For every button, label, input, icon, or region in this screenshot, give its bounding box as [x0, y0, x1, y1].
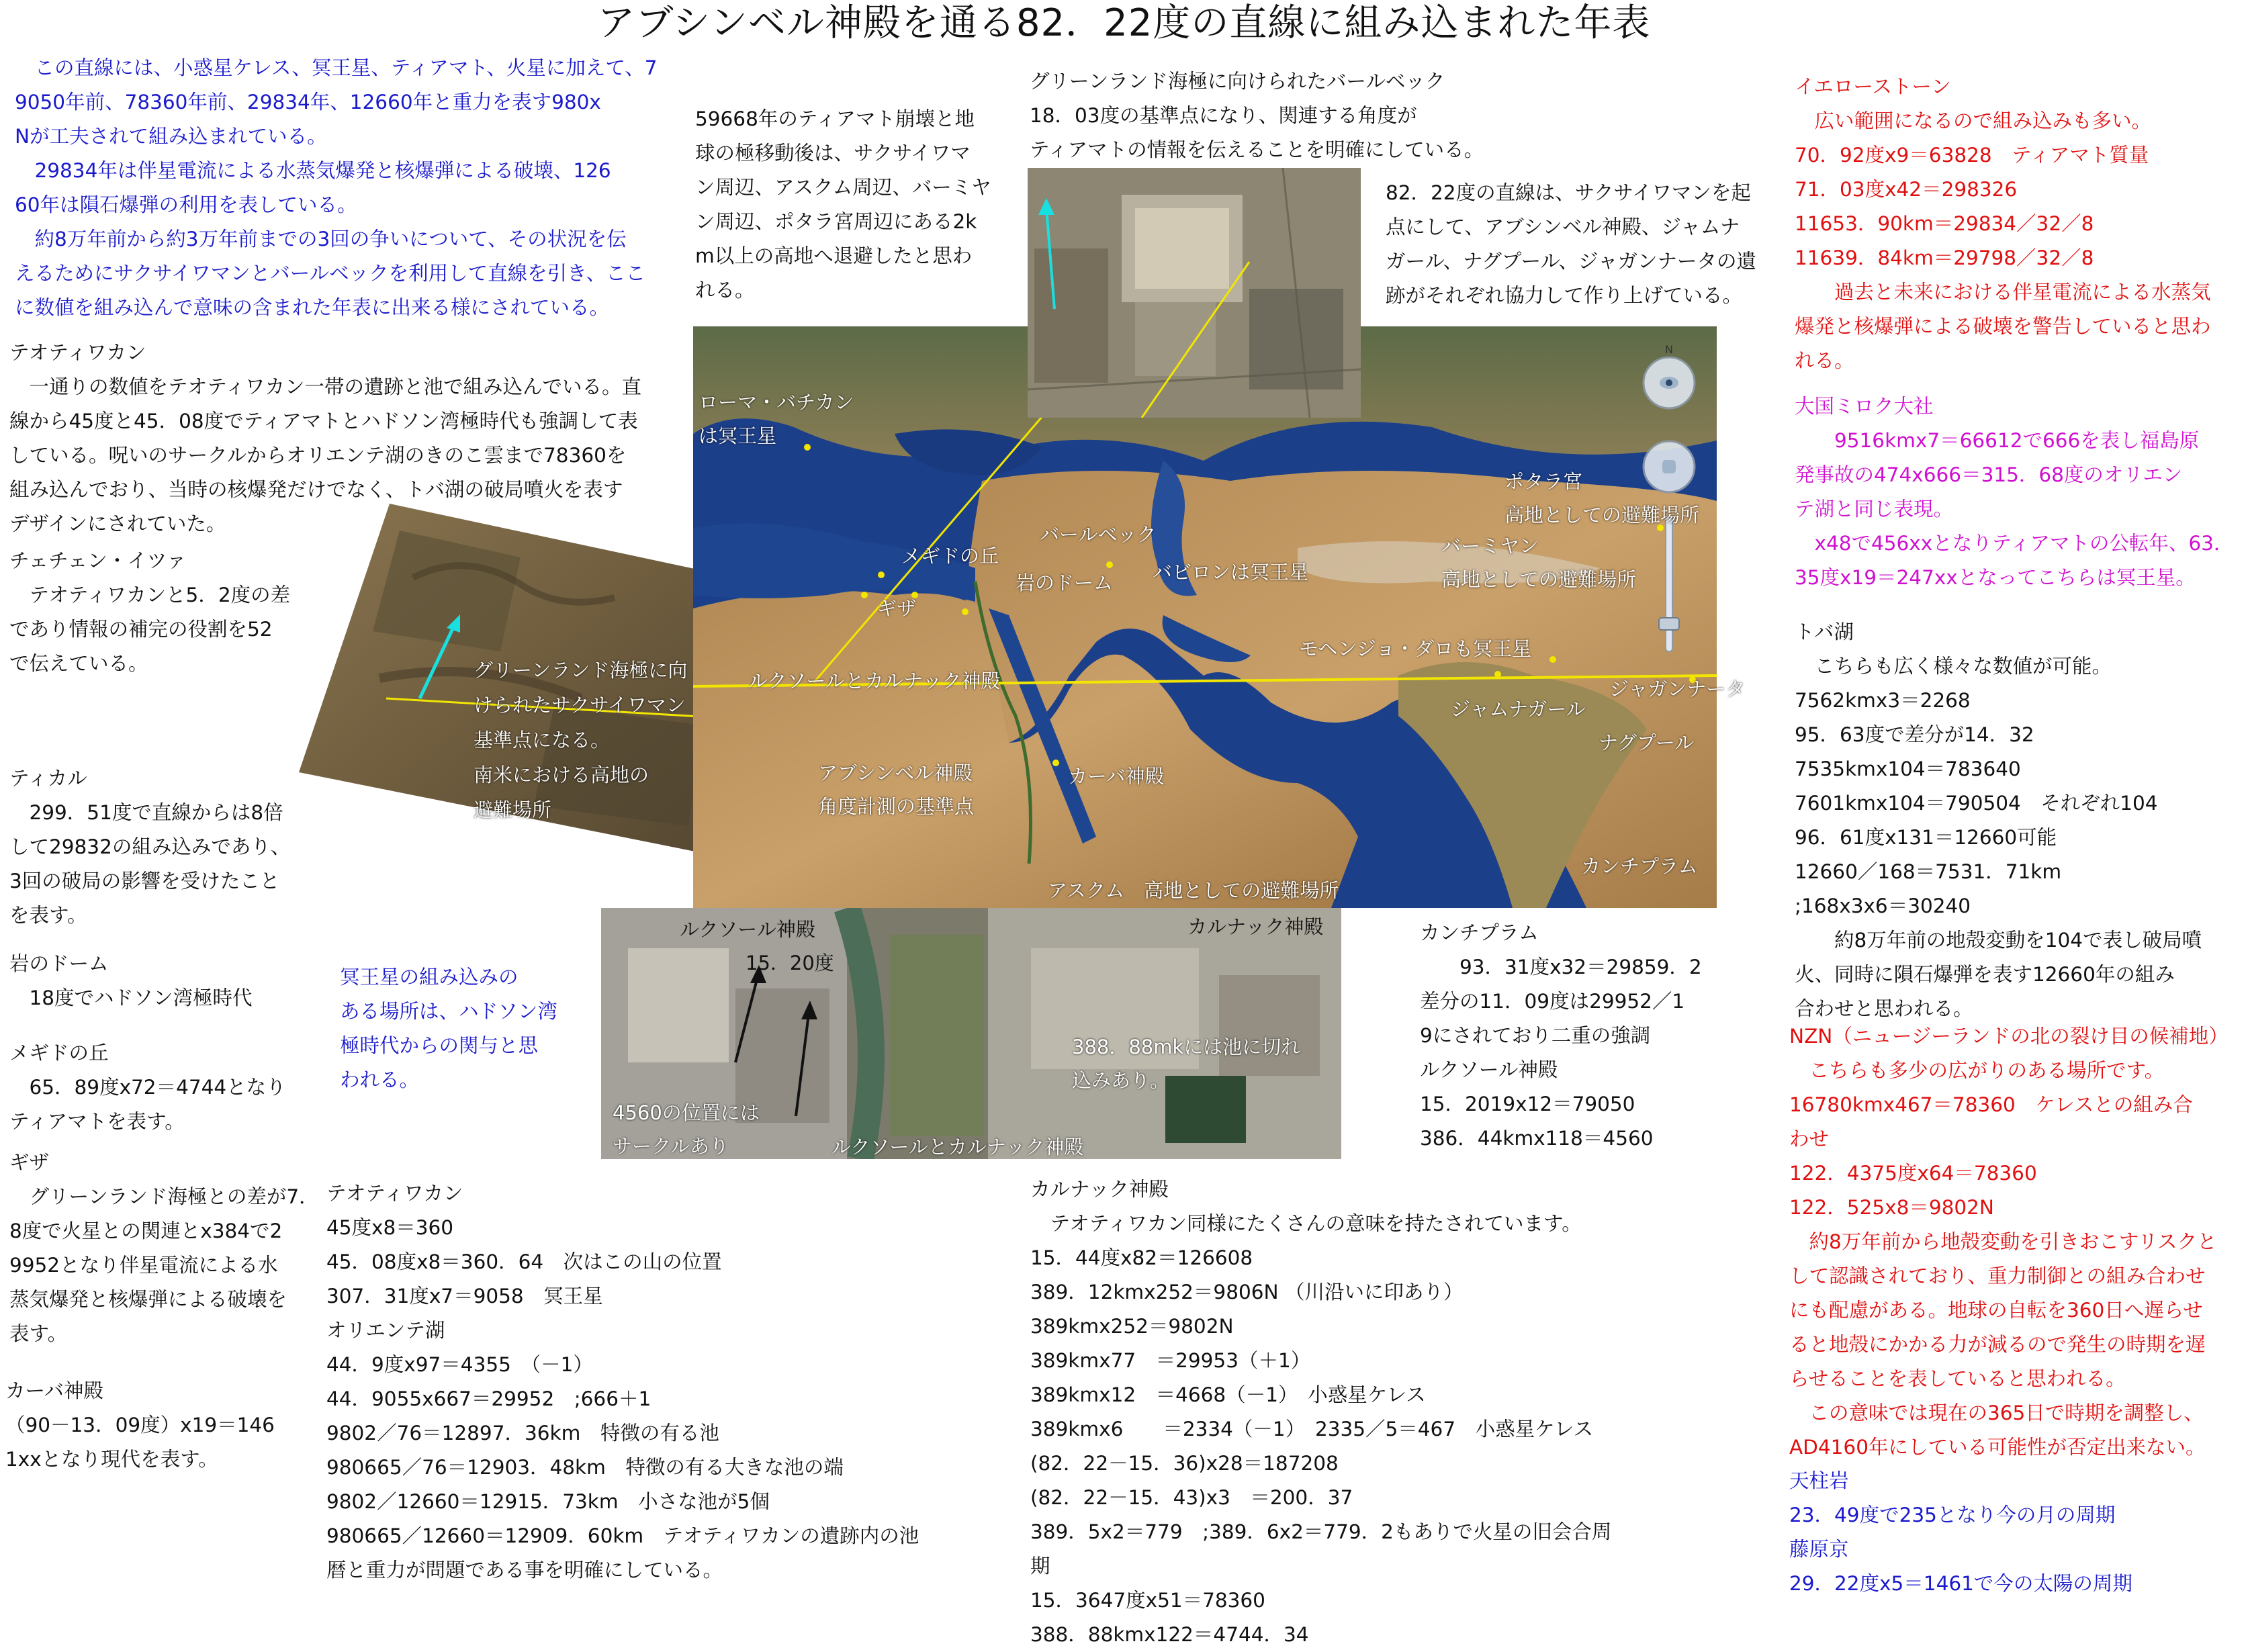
kaaba-text: カーバ神殿 （90－13．09度）x19＝146 1xxとなり現代を表す。 — [5, 1379, 275, 1471]
map-label-jamnagar: ジャムナガール — [1451, 698, 1586, 721]
map-label-babylon: バビロンは冥王星 — [1153, 561, 1309, 584]
miroku-text: 大国ミロク大社 9516kmx7＝66612で666を表し福島原 発事故の474x666＝315．68度のオリエン テ湖と同じ表現。 x48で456xxとなりティアマトの公転年、63． 35度x19＝247xxとなってこちらは冥王星。 — [1795, 395, 2234, 589]
karnak-bottom-text: カルナック神殿 テオティワカン同様にたくさんの意味を持たされています。 15．44度x82＝126608 389．12kmx252＝9806N （川沿いに印あり） 389kmx252＝9802N 389kmx77 ＝29953（＋1） 389kmx12 ＝4668（－1） 小惑星ケレス 389kmx6 ＝2334（－1） 2335／5＝467 小惑星ケレス (82．22－15．36)x28＝187208 (82．22－15．43)x3 ＝200．37 389．5x2＝779 ;389．6x2＝779．2もありで火星の旧会合周期 15．3647度x51＝78360 388．88kmx122＝4744．34 — [1030, 1178, 1612, 1646]
giza-text: ギザ グリーンランド海極との差が7． 8度で火星との関連とx384で2 9952となり伴星電流による水 蒸気爆発と核爆弾による破壊を 表す。 — [9, 1151, 319, 1345]
map-label-dome: 岩のドーム — [1016, 571, 1114, 594]
megiddo-text: メギドの丘 65．89度x72＝4744となり ティアマトを表す。 — [9, 1042, 286, 1133]
tenchu-fujiwara-text: 天柱岩 23．49度で235となり今の月の周期 藤原京 29．22度x5＝1461で今の太陽の周期 — [1789, 1469, 2132, 1595]
photo-label-luxor-degree: 15．20度 — [746, 952, 834, 974]
yellowstone-text: イエローストーン 広い範囲になるので組み込みも多い。 70．92度x9＝63828 ティアマト質量 71．03度x42＝298326 11653．90km＝29834／32／8 11639．84km＝29798／32／8 過去と未来における伴星電流による水蒸気 爆発と核爆弾による破壊を警告していると思わ れる。 — [1795, 75, 2211, 372]
dome-of-rock-text: 岩のドーム 18度でハドソン湾極時代 — [9, 952, 253, 1009]
map-label-bamiyan: バーミヤン 高地としての避難場所 — [1441, 535, 1637, 591]
photo-label-karnak: カルナック神殿 — [1187, 915, 1324, 938]
map-label-baalbek: バールベック — [1040, 523, 1157, 546]
pluto-note-text: 冥王星の組み込みの ある場所は、ハドソン湾 極時代からの関与と思 われる。 — [340, 966, 557, 1091]
map-label-kaaba: カーバ神殿 — [1068, 765, 1165, 788]
intro-text: この直線には、小惑星ケレス、冥王星、ティアマト、火星に加えて、7 9050年前、78360年前、29834年、12660年と重力を表す980x Nが工夫されて組み込まれている。 29834年は伴星電流による水蒸気爆発と核爆弾による破壊、126 60年は隕石爆弾の利用を表している。 約8万年前から約3万年前までの3回の争いについて、その状況を伝 えるためにサクサイワマンとバールベックを利用して直線を引き、ここ に数値を組み込んで意味の含まれた年表に出来る様にされている。 — [15, 56, 658, 319]
chechen-itza-text: チェチェン・イツァ テオティワカンと5．2度の差 であり情報の補完の役割を52 で伝えている。 — [9, 549, 291, 675]
photo-label-circle: 4560の位置には サークルあり — [613, 1101, 760, 1158]
kanchipuram-luxor-text: カンチプラム 93．31度x32＝29859．2 差分の11．09度は29952／1 9にされており二重の強調 ルクソール神殿 15．2019x12＝79050 386．44kmx118＝4560 — [1420, 921, 1702, 1150]
map-label-rome: ローマ・バチカン は冥王星 — [699, 391, 854, 447]
baalbek-note-text: グリーンランド海極に向けられたバールベック 18．03度の基準点になり、関連する角度が ティアマトの情報を伝えることを明確にしている。 — [1030, 70, 1484, 161]
teotihuacan-bottom-text: テオティワカン 45度x8＝360 45．08度x8＝360．64 次はこの山の位置 307．31度x7＝9058 冥王星 オリエンテ湖 44．9度x97＝4355 （－1） 44．9055x667＝29952 ;666＋1 9802／76＝12897．36km 特徴の有る池 980665／76＝12903．48km 特徴の有る大きな池の端 9802／12660＝12915．73km 小さな池が5個 980665／12660＝12909．60km テオティワカンの遺跡内の池 暦と重力が問題である事を明確にしている。 — [326, 1182, 919, 1581]
photo-label-luxor-karnak: ルクソールとカルナック神殿 — [831, 1136, 1084, 1158]
page-title: アブシンベル神殿を通る82．22度の直線に組み込まれた年表 — [597, 1, 1651, 45]
baalbek-photo — [1028, 168, 1361, 418]
map-label-giza: ギザ — [877, 597, 917, 620]
tikal-text: ティカル 299．51度で直線からは8倍 して29832の組み込みであり、 3回の破局の影響を受けたこと を表す。 — [9, 767, 291, 927]
map-label-potala: ポタラ宮 高地としての避難場所 — [1504, 470, 1700, 526]
north-compass-icon — [1644, 343, 1695, 408]
map-label-luxor-karnak: ルクソールとカルナック神殿 — [748, 670, 1001, 692]
svg-text:N: N — [1665, 343, 1673, 356]
nzn-text: NZN（ニュージーランドの北の裂け目の候補地） こちらも多少の広がりのある場所です。 16780kmx467＝78360 ケレスとの組み合 わせ 122．4375度x64＝78360 122．525x8＝9802N 約8万年前から地殻変動を引きおこすリスクと して認識されており、重力制御との組み合わせ にも配慮がある。地球の自転を360日へ遅らせ ると地殻にかかる力が減るので発生の時期を遅 らせることを表していると思われる。 この意味では現在の365日で時期を調整し、 AD4160年にしている可能性が否定出来ない。 — [1789, 1025, 2229, 1459]
map-label-axum: アスクム 高地としての避難場所 — [1048, 879, 1339, 902]
map-label-megiddo: メギドの丘 — [901, 545, 999, 567]
teotihuacan-left-text: テオティワカン 一通りの数値をテオティワカン一帯の遺跡と池で組み込んでいる。直 線から45度と45．08度でティアマトとハドソン湾極時代も強調して表 している。呪いのサークルからオリエンテ湖のきのこ雲まで78360を 組み込んでおり、当時の核爆発だけでなく、トバ湖の破局噴火を表す デザインにされていた。 — [9, 341, 642, 535]
photo-label-pond: 388．88mkには池に切れ 込みあり。 — [1072, 1036, 1301, 1092]
map-label-abu-simbel: アブシンベル神殿 角度計測の基準点 — [818, 762, 975, 818]
map-label-mohenjo: モヘンジョ・ダロも冥王星 — [1299, 637, 1532, 660]
map-label-jagannath: ジャガンナータ — [1609, 678, 1746, 700]
tiamat-note-text: 59668年のティアマト崩壊と地 球の極移動後は、サクサイワマ ン周辺、アスクム周辺、バーミヤ ン周辺、ポタラ宮周辺にある2k m以上の高地へ退避したと思わ れる。 — [695, 107, 991, 302]
photo-label-luxor: ルクソール神殿 — [680, 918, 815, 941]
map-label-nagpur: ナグプール — [1599, 731, 1695, 754]
map-label-kanchipuram: カンチプラム — [1581, 855, 1698, 878]
sacsayhuaman-label: グリーンランド海極に向 けられたサクサイワマン 基準点になる。 南米における高地の 避難場所 — [474, 659, 688, 821]
line-note-text: 82．22度の直線は、サクサイワマンを起 点にして、アブシンベル神殿、ジャムナ ガール、ナグプール、ジャガンナータの遺 跡がそれぞれ協力して作り上げている。 — [1386, 181, 1756, 307]
toba-text: トバ湖 こちらも広く様々な数値が可能。 7562kmx3＝2268 95．63度で差分が14．32 7535kmx104＝783640 7601kmx104＝790504 それぞれ104 96．61度x131＝12660可能 12660／168＝7531．71km ;168x3x6＝30240 約8万年前の地殻変動を104で表し破局噴 火、同時に隕石爆弾を表す12660年の組み 合わせと思われる。 — [1795, 621, 2202, 1020]
